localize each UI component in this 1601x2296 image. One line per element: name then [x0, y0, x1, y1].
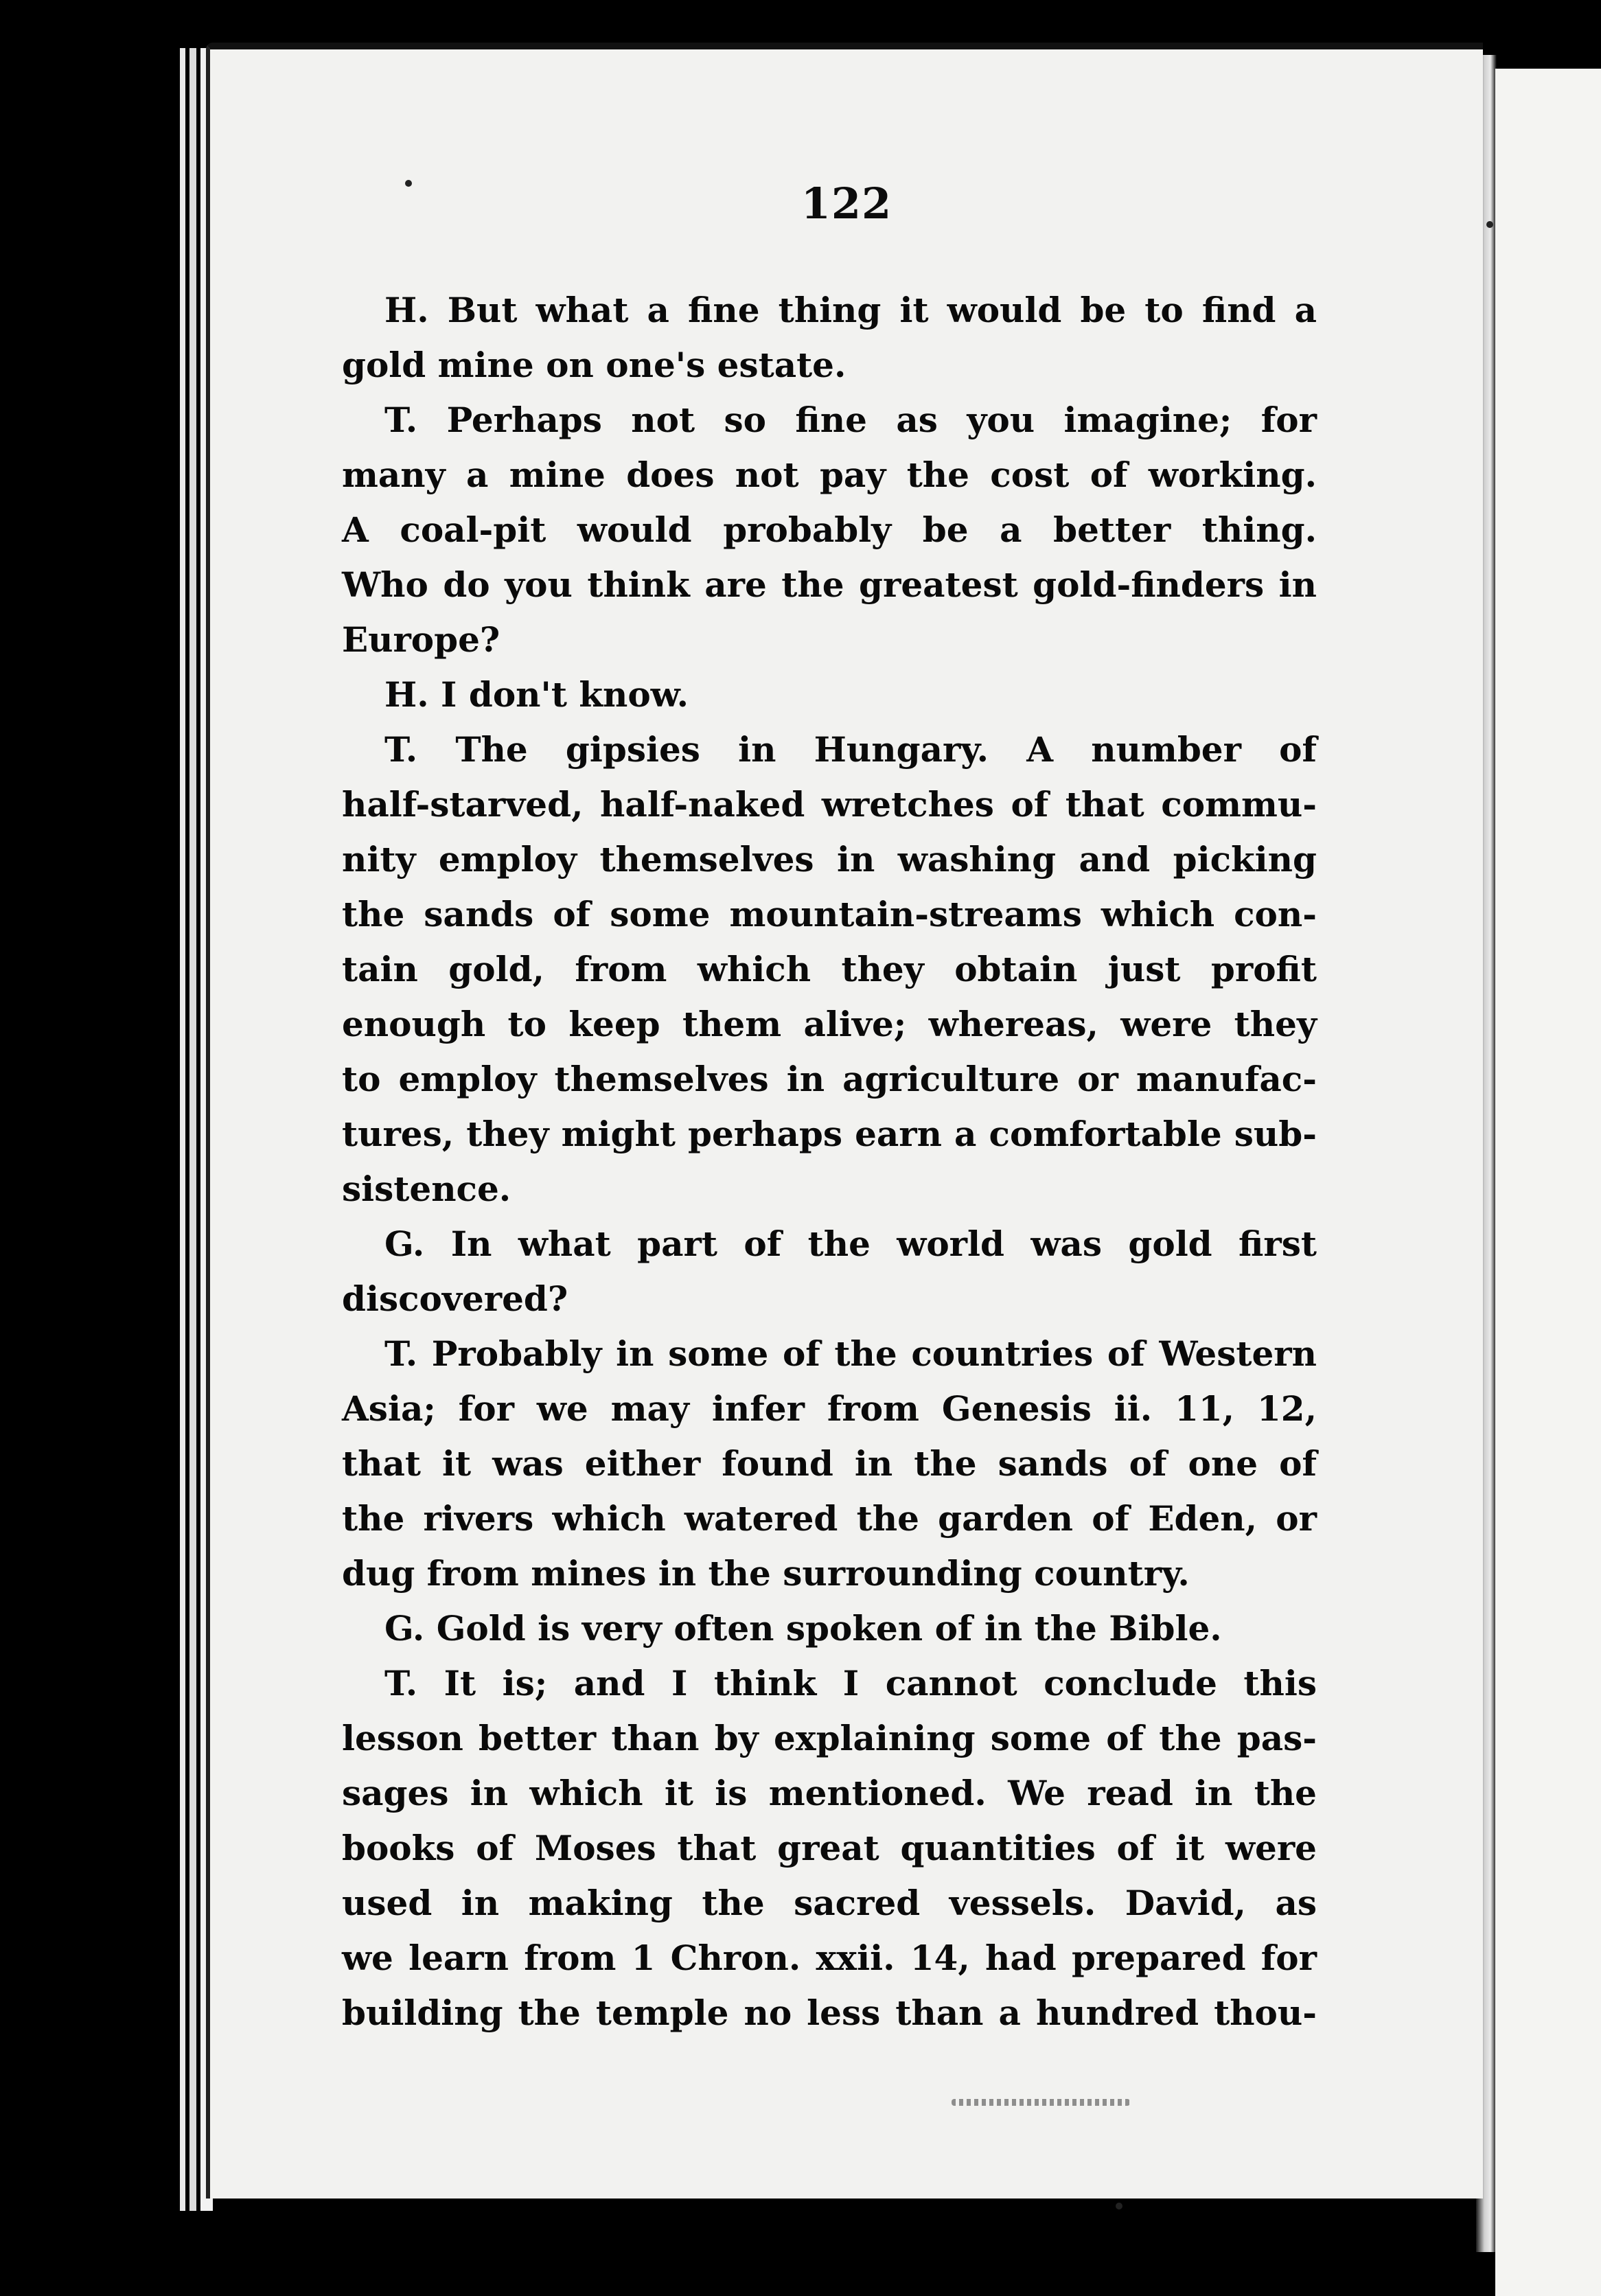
text-line: many a mine does not pay the cost of working. — [342, 455, 1317, 495]
ink-speck — [405, 180, 412, 187]
page-number: 122 — [800, 179, 892, 229]
text-line: nity employ themselves in washing and picking — [342, 839, 1317, 880]
text-line: lesson better than by explaining some of the pas- — [342, 1718, 1317, 1758]
text-line: discovered? — [342, 1278, 568, 1319]
ink-speck — [1116, 2203, 1122, 2209]
text-line: sages in which it is mentioned. We read in the — [342, 1773, 1317, 1813]
text-line: books of Moses that great quantities of it were — [342, 1828, 1317, 1868]
text-line: sistence. — [342, 1169, 511, 1209]
text-line: used in making the sacred vessels. David, as — [342, 1883, 1317, 1923]
text-line: tures, they might perhaps earn a comfortable sub- — [342, 1114, 1317, 1154]
text-line: H. But what a fine thing it would be to find a — [384, 290, 1317, 330]
text-line: Who do you think are the greatest gold-finders in — [342, 564, 1317, 605]
text-line: T. Probably in some of the countries of Western — [384, 1333, 1317, 1374]
book-page — [206, 43, 1483, 2199]
text-line: we learn from 1 Chron. xxii. 14, had prepared for — [342, 1938, 1317, 1978]
text-line: the rivers which watered the garden of Eden, or — [342, 1498, 1317, 1539]
facing-page-edge — [1495, 69, 1601, 2296]
text-line: T. It is; and I think I cannot conclude this — [384, 1663, 1317, 1703]
text-line: to employ themselves in agriculture or manufac- — [342, 1059, 1317, 1099]
text-line: the sands of some mountain-streams which con- — [342, 894, 1317, 934]
text-line: G. Gold is very often spoken of in the Bible. — [384, 1608, 1222, 1649]
page-body-text — [342, 283, 1317, 2041]
text-line: T. Perhaps not so fine as you imagine; for — [384, 400, 1317, 440]
text-line: that it was either found in the sands of one of — [342, 1443, 1317, 1484]
text-line: Europe? — [342, 619, 500, 660]
text-line: dug from mines in the surrounding country. — [342, 1553, 1190, 1594]
text-line: H. I don't know. — [384, 674, 689, 715]
text-line: enough to keep them alive; whereas, were they — [342, 1004, 1317, 1044]
text-line: A coal-pit would probably be a better thing. — [342, 509, 1317, 550]
text-line: tain gold, from which they obtain just profit — [342, 949, 1317, 989]
text-line: gold mine on one's estate. — [342, 345, 846, 385]
text-line: G. In what part of the world was gold first — [384, 1224, 1317, 1264]
text-line: half-starved, half-naked wretches of that commu- — [342, 784, 1317, 825]
text-line: Asia; for we may infer from Genesis ii. 11, 12, — [342, 1388, 1317, 1429]
text-line: building the temple no less than a hundred thou- — [342, 1993, 1317, 2033]
text-line: T. The gipsies in Hungary. A number of — [384, 729, 1317, 770]
ink-speck — [1486, 221, 1493, 228]
ink-smudge — [952, 2099, 1130, 2106]
